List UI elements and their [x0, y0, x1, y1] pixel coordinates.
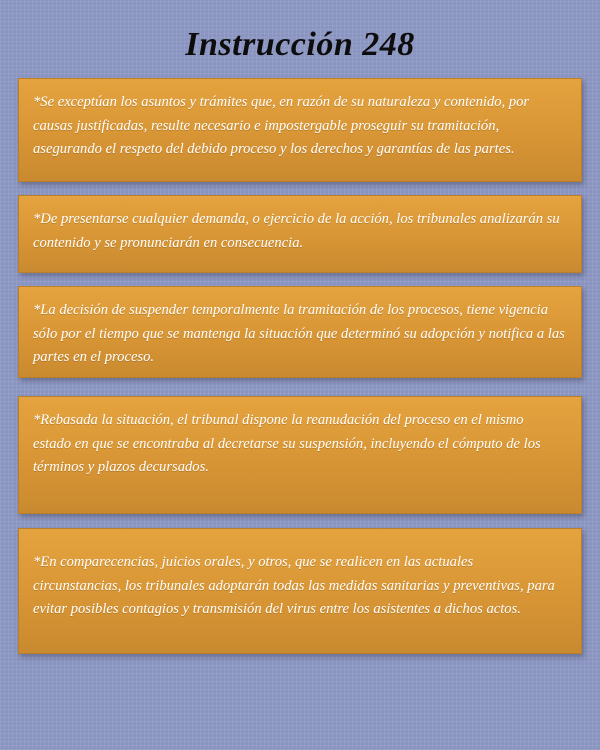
- content-block-4: [18, 396, 582, 514]
- content-block-5: [18, 528, 582, 654]
- block-text: *Se exceptúan los asuntos y trámites que, en razón de su naturaleza y contenido, por causas justificadas, resulte necesario e impostergable proseguir su tramitación, asegurando el respeto del debido proceso y los derechos y garantías de las partes.: [33, 94, 530, 158]
- content-block-3: [18, 286, 582, 378]
- block-text: *Rebasada la situación, el tribunal dispone la reanudación del proceso en el mismo estado en que se encontraba al decretarse su suspensión, incluyendo el cómputo de los términos y plazos decursados.: [33, 412, 541, 476]
- content-blocks: [18, 78, 582, 654]
- block-text: *En comparecencias, juicios orales, y otros, que se realicen en las actuales circunstancias, los tribunales adoptarán todas las medidas sanitarias y preventivas, para evitar posibles contagios y transmisión del virus entre los asistentes a dichos actos.: [33, 554, 555, 618]
- content-block-1: [18, 78, 582, 182]
- page-title: Instrucción 248: [185, 26, 415, 63]
- block-text: *De presentarse cualquier demanda, o ejercicio de la acción, los tribunales analizarán su contenido y se pronunciarán en consecuencia.: [33, 211, 560, 251]
- content-block-2: [18, 195, 582, 273]
- block-text: *La decisión de suspender temporalmente la tramitación de los procesos, tiene vigencia sólo por el tiempo que se mantenga la situación que determinó su adopción y notifica a las partes en el proceso.: [33, 302, 565, 366]
